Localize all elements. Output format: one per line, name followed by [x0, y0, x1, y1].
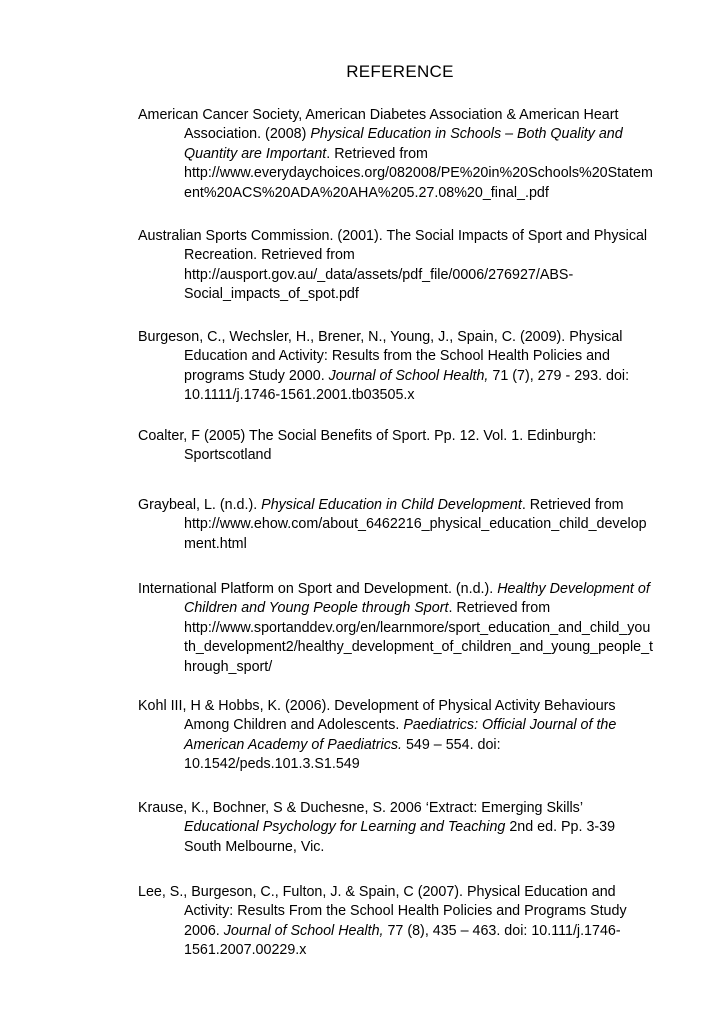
reference-text: Australian Sports Commission. (2001). The Social Impacts of Sport and Physical [138, 228, 648, 244]
reference-italic-text: Journal of School Health, [223, 922, 384, 939]
reference-entry [138, 106, 668, 203]
reference-text: Lee, S., Burgeson, C., Fulton, J. & Spain, C (2007). Physical Education and [138, 884, 616, 900]
reference-text: Association. (2008) [184, 126, 311, 143]
reference-line [138, 496, 668, 515]
reference-italic-text: Paediatrics: Official Journal of the [403, 717, 617, 734]
reference-text: Burgeson, C., Wechsler, H., Brener, N., Young, J., Spain, C. (2009). Physical [138, 329, 623, 345]
reference-text: 2006. [184, 922, 224, 939]
reference-entry [138, 328, 668, 406]
reference-line [138, 184, 668, 203]
reference-text: 10.1111/j.1746-1561.2001.tb03505.x [184, 387, 415, 404]
reference-line [138, 515, 668, 534]
reference-text: 10.1542/peds.101.3.S1.549 [184, 756, 360, 773]
reference-italic-text: American Academy of Paediatrics. [184, 736, 402, 753]
reference-line [138, 902, 668, 921]
reference-text: 1561.2007.00229.x [184, 942, 307, 959]
reference-italic-text: Children and Young People through Sport [184, 600, 449, 617]
reference-line [138, 535, 668, 554]
reference-line [138, 125, 668, 144]
reference-text: American Cancer Society, American Diabetes Association & American Heart [138, 107, 619, 123]
reference-italic-text: Physical Education in Schools – Both Quality and [310, 126, 623, 143]
reference-line [138, 386, 668, 405]
reference-entry [138, 496, 668, 554]
reference-text: Among Children and Adolescents. [184, 717, 404, 734]
reference-text: http://www.sportanddev.org/en/learnmore/sport_education_and_child_you [184, 619, 651, 636]
reference-line [138, 227, 668, 246]
reference-italic-text: Educational Psychology for Learning and Teaching [184, 819, 506, 836]
reference-line [138, 246, 668, 265]
reference-line [138, 580, 668, 599]
reference-text: http://www.everydaychoices.org/082008/PE%20in%20Schools%20Statem [184, 165, 653, 182]
reference-line [138, 285, 668, 304]
reference-text: Activity: Results From the School Health Policies and Programs Study [184, 903, 627, 920]
reference-line [138, 446, 668, 465]
reference-text: ent%20ACS%20ADA%20AHA%205.27.08%20_final_.pdf [184, 184, 549, 201]
reference-text: programs Study 2000. [184, 367, 329, 384]
page-title: REFERENCE [346, 62, 454, 81]
reference-text: th_development2/healthy_development_of_children_and_young_people_t [184, 639, 653, 656]
reference-text: Social_impacts_of_spot.pdf [184, 286, 359, 303]
reference-text: 2nd ed. Pp. 3-39 [505, 819, 616, 836]
reference-text: Krause, K., Bochner, S & Duchesne, S. 2006 ‘Extract: Emerging Skills’ [138, 800, 584, 816]
reference-text: . Retrieved from [448, 600, 551, 617]
reference-line [138, 266, 668, 285]
reference-line [138, 755, 668, 774]
reference-italic-text: Journal of School Health, [328, 367, 489, 384]
reference-line [138, 599, 668, 618]
reference-line [138, 922, 668, 941]
reference-text: Education and Activity: Results from the School Health Policies and [184, 348, 610, 365]
reference-entry [138, 799, 668, 857]
reference-text: Recreation. Retrieved from [184, 247, 355, 264]
reference-text: http://www.ehow.com/about_6462216_physical_education_child_develop [184, 516, 647, 533]
reference-line [138, 716, 668, 735]
reference-italic-text: Physical Education in Child Development [261, 497, 522, 513]
reference-text: International Platform on Sport and Development. (n.d.). [138, 581, 498, 597]
reference-line [138, 619, 668, 638]
reference-line [138, 328, 668, 347]
reference-text: Coalter, F (2005) The Social Benefits of Sport. Pp. 12. Vol. 1. Edinburgh: [138, 428, 597, 444]
reference-text: Graybeal, L. (n.d.). [138, 497, 262, 513]
reference-text: South Melbourne, Vic. [184, 838, 325, 855]
reference-entry [138, 697, 668, 775]
reference-line [138, 799, 668, 818]
reference-line [138, 736, 668, 755]
reference-entry [138, 227, 668, 305]
reference-text: . Retrieved from [326, 145, 428, 162]
reference-line [138, 883, 668, 902]
reference-line [138, 145, 668, 164]
reference-line [138, 941, 668, 960]
reference-line [138, 658, 668, 677]
reference-text: . Retrieved from [521, 497, 624, 513]
reference-text: http://ausport.gov.au/_data/assets/pdf_file/0006/276927/ABS- [184, 266, 574, 283]
reference-text: 549 – 554. doi: [402, 736, 501, 753]
reference-text: 71 (7), 279 - 293. doi: [488, 367, 630, 384]
reference-entry [138, 883, 668, 961]
reference-line [138, 106, 668, 125]
reference-text: Kohl III, H & Hobbs, K. (2006). Development of Physical Activity Behaviours [138, 698, 616, 714]
reference-line [138, 697, 668, 716]
reference-italic-text: Healthy Development of [497, 581, 650, 597]
reference-text: hrough_sport/ [184, 658, 273, 675]
reference-text: 77 (8), 435 – 463. doi: 10.111/j.1746- [383, 922, 621, 939]
reference-text: Sportscotland [184, 447, 272, 464]
reference-line [138, 347, 668, 366]
reference-line [138, 838, 668, 857]
reference-text: ment.html [184, 535, 247, 552]
reference-line [138, 818, 668, 837]
reference-entry [138, 427, 668, 466]
reference-line [138, 427, 668, 446]
reference-entry [138, 580, 668, 677]
reference-line [138, 164, 668, 183]
reference-italic-text: Quantity are Important [184, 145, 327, 162]
reference-line [138, 638, 668, 657]
reference-line [138, 367, 668, 386]
